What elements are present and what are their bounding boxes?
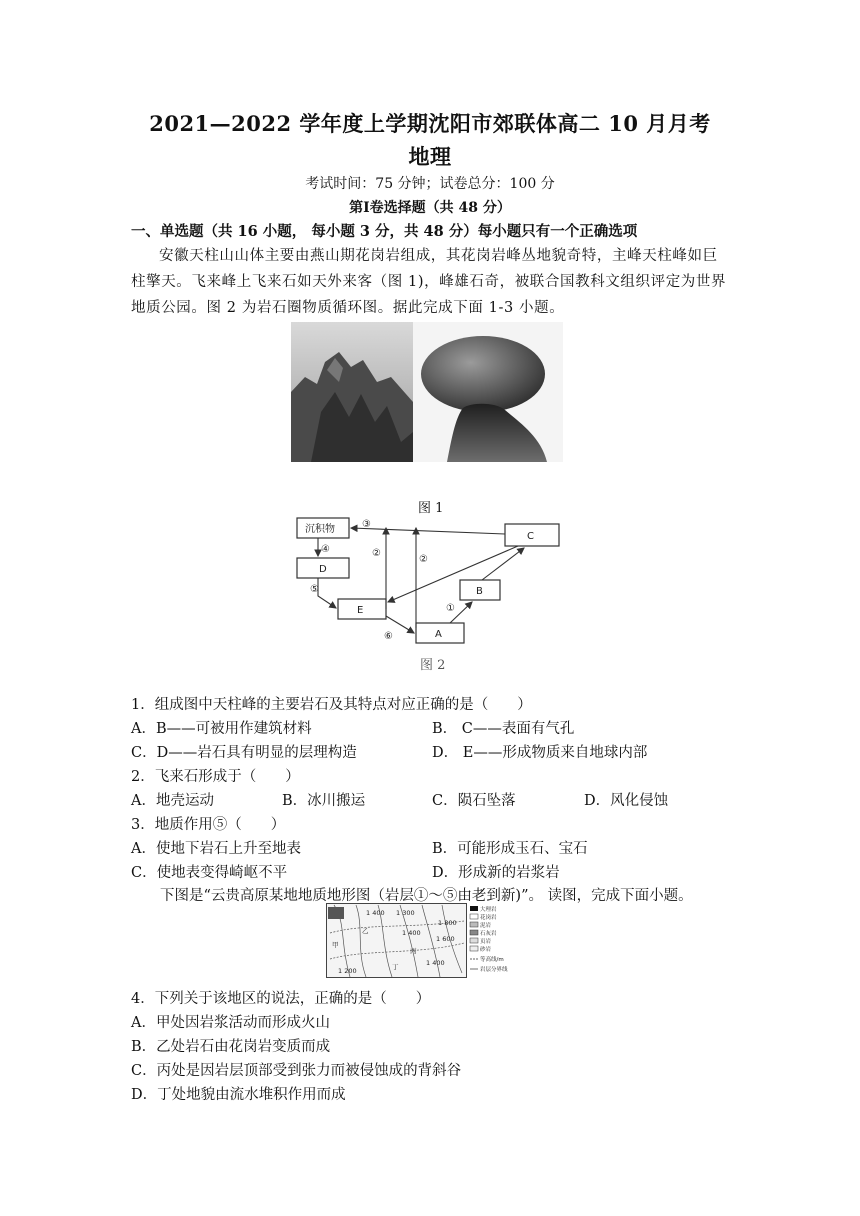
subject-title: 地理: [408, 144, 452, 169]
box-e-label: E: [357, 605, 364, 616]
contour-label-4: 1 400: [426, 959, 445, 967]
legend-contour: 等高线/m: [480, 957, 504, 963]
box-sediment-label: 沉积物: [305, 524, 335, 535]
question-1-option-a: A．B——可被用作建筑材料: [131, 721, 312, 737]
contour-label-7: 1 400: [402, 929, 421, 937]
map-intro: 下图是“云贵高原某地地质地形图（岩层①～⑤由老到新)”。 读图，完成下面小题。: [160, 888, 693, 904]
figure-2-caption: 图 2: [420, 658, 446, 673]
question-4-option-c: C．丙处是因岩层顶部受到张力而被侵蚀成的背斜谷: [131, 1063, 462, 1079]
question-4-option-a: A．甲处因岩浆活动而形成火山: [131, 1015, 330, 1031]
part1-heading: 一、单选题（共 16 小题， 每小题 3 分，共 48 分）每小题只有一个正确选项: [131, 223, 638, 240]
geologic-map-figure: [326, 903, 526, 981]
arrow-2b-label: ②: [419, 554, 428, 565]
exam-info: 考试时间：75 分钟；试卷总分：100 分: [305, 176, 555, 192]
box-d-label: D: [319, 564, 327, 575]
arrow-2a-label: ②: [372, 548, 381, 559]
question-3-option-d: D．形成新的岩浆岩: [432, 865, 560, 881]
question-4-stem: 4．下列关于该地区的说法，正确的是（ ）: [131, 991, 431, 1007]
question-2-option-c: C．陨石坠落: [432, 793, 516, 809]
map-label-bing: 丙: [410, 947, 417, 955]
figure-1-caption: 图 1: [418, 501, 444, 516]
question-2-stem: 2．飞来石形成于（ ）: [131, 769, 300, 785]
figure-1-photos: [291, 322, 563, 462]
question-1-stem: 1．组成图中天柱峰的主要岩石及其特点对应正确的是（ ）: [131, 697, 532, 713]
map-label-yi: 乙: [362, 927, 369, 935]
map-label-ding: 丁: [392, 963, 399, 971]
legend-mudstone: 泥岩: [480, 923, 492, 929]
legend-granite: 花岗岩: [480, 915, 497, 921]
figure-2-rock-cycle-diagram: [288, 516, 563, 671]
legend-marble: 大理岩: [480, 907, 497, 913]
legend-limestone: 石灰岩: [480, 931, 497, 937]
arrow-1-label: ①: [446, 603, 455, 614]
question-3-option-c: C．使地表变得崎岖不平: [131, 865, 288, 881]
legend-sandstone: 砂岩: [480, 947, 492, 953]
part1-intro: 安徽天柱山山体主要由燕山期花岗岩组成，其花岗岩峰丛地貌奇特，主峰天柱峰如巨柱擎天。飞来峰上飞来石如天外来客（图 1)，峰雄石奇，被联合国教科文组织评定为世界地质公园。图 2 为岩石圈物质循环图。据此完成下面 1-3 小题。: [131, 248, 727, 316]
question-2-option-a: A．地壳运动: [131, 793, 214, 809]
question-1-option-d: D． E——形成物质来自地球内部: [432, 745, 648, 761]
question-3-option-b: B．可能形成玉石、宝石: [432, 841, 588, 857]
contour-label-5: 1 200: [338, 967, 357, 975]
question-2-option-b: B．冰川搬运: [282, 793, 366, 809]
contour-label-3: 1 600: [436, 935, 455, 943]
legend-boundary: 岩层分界线: [480, 967, 508, 973]
arrow-3-label: ③: [362, 519, 371, 530]
legend-shale: 页岩: [480, 939, 492, 945]
exam-title: 2021—2022 学年度上学期沈阳市郊联体高二 10 月月考: [149, 111, 711, 136]
question-1-option-b: B． C——表面有气孔: [432, 721, 575, 737]
contour-label-1: 1 400: [366, 909, 385, 917]
arrow-4-label: ④: [321, 544, 330, 555]
map-label-jia: 甲: [332, 941, 339, 949]
question-4-option-d: D．丁处地貌由流水堆积作用而成: [131, 1087, 346, 1103]
contour-label-2: 1 300: [396, 909, 415, 917]
question-3-option-a: A．使地下岩石上升至地表: [131, 841, 301, 857]
question-3-stem: 3．地质作用⑤（ ）: [131, 817, 286, 833]
arrow-5-label: ⑤: [310, 584, 319, 595]
box-a-label: A: [435, 629, 442, 640]
box-c-label: C: [527, 531, 534, 542]
contour-label-6: 1 800: [438, 919, 457, 927]
question-2-option-d: D．风化侵蚀: [584, 793, 669, 809]
arrow-6-label: ⑥: [384, 631, 393, 642]
question-4-option-b: B．乙处岩石由花岗岩变质而成: [131, 1039, 331, 1055]
box-b-label: B: [476, 586, 483, 597]
question-1-option-c: C．D——岩石具有明显的层理构造: [131, 745, 357, 761]
section-title: 第Ⅰ卷选择题（共 48 分）: [349, 200, 511, 216]
